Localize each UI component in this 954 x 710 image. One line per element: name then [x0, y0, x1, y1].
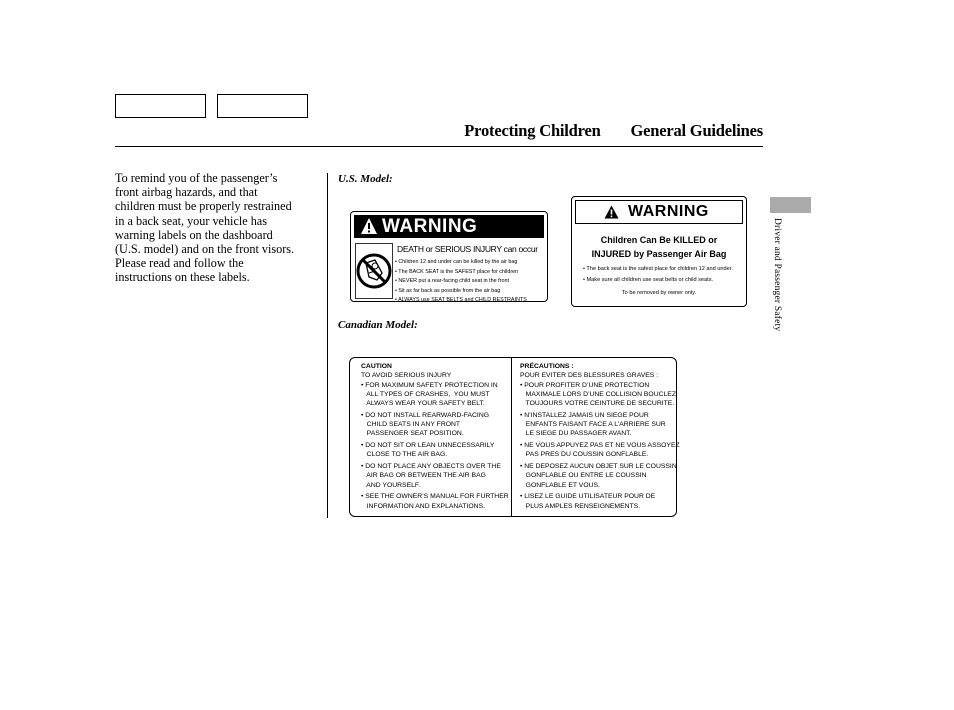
- caution-item-line: • DO NOT SIT OR LEAN UNNECESSARILY: [361, 442, 495, 450]
- intro-line: in a back seat, your vehicle has: [115, 213, 267, 228]
- warning-title: WARNING: [628, 203, 709, 220]
- caution-item-line: • DO NOT INSTALL REARWARD-FACING: [361, 411, 490, 419]
- caution-item: [361, 492, 509, 511]
- intro-line: children must be properly restrained: [115, 199, 292, 214]
- column-divider: [327, 173, 328, 518]
- caution-heading: CAUTION: [361, 363, 392, 370]
- caution-item-line: PLUS AMPLES RENSEIGNEMENTS.: [520, 502, 641, 510]
- section-tab-label: [768, 218, 784, 358]
- caution-item: [520, 462, 680, 490]
- caution-item-line: INFORMATION AND EXPLANATIONS.: [361, 502, 485, 510]
- caution-item-line: ALWAYS WEAR YOUR SAFETY BELT.: [361, 400, 485, 408]
- warning-item: • Children 12 and under can be killed by the air bag: [395, 259, 518, 265]
- section-tab-text: Driver and Passenger Safety: [772, 218, 782, 332]
- intro-line: (U.S. model) and on the front visors.: [115, 242, 295, 257]
- dashboard-warning-label: [350, 211, 548, 302]
- warning-headline-line: INJURED by Passenger Air Bag: [591, 249, 727, 259]
- caution-item-line: • N’INSTALLEZ JAMAIS UN SIEGE POUR: [520, 411, 649, 419]
- caution-item-line: AIR BAG OR BETWEEN THE AIR BAG: [361, 472, 486, 480]
- intro-line: front airbag hazards, and that: [115, 185, 258, 200]
- caution-item-line: CHILD SEATS IN ANY FRONT: [361, 421, 461, 429]
- caution-french-column: [520, 362, 680, 511]
- warning-footer: To be removed by owner only.: [621, 290, 697, 296]
- warning-triangle-icon: [360, 217, 378, 235]
- nav-box-previous[interactable]: [115, 94, 206, 118]
- warning-item: • NEVER put a rear-facing child seat in the front: [395, 278, 509, 285]
- caution-item: [520, 441, 680, 460]
- caution-item: [361, 462, 509, 490]
- warning-headline: [572, 233, 746, 261]
- page-heading: General Guidelines: [630, 121, 763, 140]
- caution-subheading: TO AVOID SERIOUS INJURY: [361, 372, 452, 380]
- warning-title: WARNING: [382, 216, 478, 237]
- caution-item-line: • DO NOT PLACE ANY OBJECTS OVER THE: [361, 463, 501, 471]
- caution-item-line: • SEE THE OWNER’S MANUAL FOR FURTHER: [361, 493, 509, 501]
- caution-item-line: GONFLABLE OU ENTRE LE COUSSIN: [520, 472, 647, 480]
- caution-item-line: MAXIMALE LORS D’UNE COLLISION BOUCLEZ: [520, 390, 676, 398]
- caution-item-line: TOUJOURS VOTRE CEINTURE DE SECURITE.: [520, 400, 675, 408]
- intro-line: warning labels on the dashboard: [115, 227, 273, 242]
- page-title: [464, 121, 763, 141]
- caution-item-line: • LISEZ LE GUIDE UTILISATEUR POUR DE: [520, 493, 656, 501]
- language-divider: [511, 358, 512, 516]
- warning-headline-line: Children Can Be KILLED or: [600, 235, 718, 245]
- warning-item: • ALWAYS use SEAT BELTS and CHILD RESTRAINTS: [395, 297, 527, 304]
- intro-line: Please read and follow the: [115, 256, 244, 271]
- canadian-caution-label: [349, 357, 680, 517]
- caution-english-column: [361, 362, 509, 511]
- caution-item: [361, 441, 509, 460]
- caution-item-line: • POUR PROFITER D’UNE PROTECTION: [520, 381, 650, 389]
- us-model-label: U.S. Model:: [338, 173, 393, 185]
- warning-banner: [575, 200, 743, 224]
- warning-list: [395, 258, 527, 306]
- intro-line: To remind you of the passenger’s: [115, 171, 278, 185]
- caution-item-line: • NE VOUS APPUYEZ PAS ET NE VOUS ASSOYEZ: [520, 442, 680, 450]
- caution-item-line: GONFLABLE ET VOUS.: [520, 481, 600, 489]
- caution-item: [520, 381, 680, 409]
- warning-item: • Make sure all children use seat belts or child seats.: [583, 276, 714, 283]
- warning-triangle-icon: [604, 205, 619, 219]
- warning-item: • The BACK SEAT is the SAFEST place for children: [395, 268, 519, 275]
- no-rear-facing-child-seat-icon: [355, 243, 393, 299]
- caution-item: [520, 492, 680, 511]
- caution-item-line: CLOSE TO THE AIR BAG.: [361, 451, 448, 459]
- caution-subheading: POUR EVITER DES BLESSURES GRAVES :: [520, 372, 659, 380]
- header-rule: [115, 146, 763, 147]
- caution-item-line: LE SIEGE DU PASSAGER AVANT.: [520, 430, 632, 438]
- warning-item: • Sit as far back as possible from the air bag: [395, 287, 501, 294]
- nav-box-contents[interactable]: [217, 94, 308, 118]
- caution-item: [361, 381, 509, 409]
- intro-paragraph: [115, 171, 320, 285]
- warning-list: [583, 264, 733, 285]
- caution-item-line: AND YOURSELF.: [361, 481, 421, 489]
- warning-item: • The back seat is the safest place for children 12 and under.: [583, 266, 733, 272]
- caution-item: [520, 411, 680, 439]
- visor-warning-label: [571, 196, 747, 307]
- canadian-model-label: Canadian Model:: [338, 319, 418, 331]
- section-tab-marker: [770, 197, 811, 213]
- caution-item: [361, 411, 509, 439]
- caution-heading: PRÉCAUTIONS :: [520, 363, 574, 370]
- caution-item-line: ENFANTS FAISANT FACE A L’ARRIERE SUR: [520, 421, 666, 429]
- warning-headline: DEATH or SERIOUS INJURY can occur: [397, 244, 538, 254]
- caution-item-line: • NE DEPOSEZ AUCUN OBJET SUR LE COUSSIN: [520, 463, 677, 471]
- caution-item-line: PAS PRES DU COUSSIN GONFLABLE.: [520, 451, 649, 459]
- caution-item-line: PASSENGER SEAT POSITION.: [361, 430, 464, 438]
- caution-item-line: • FOR MAXIMUM SAFETY PROTECTION IN: [361, 381, 498, 389]
- warning-banner: [354, 215, 544, 238]
- section-title: Protecting Children: [464, 121, 601, 140]
- intro-line: instructions on these labels.: [115, 270, 250, 285]
- caution-item-line: ALL TYPES OF CRASHES, YOU MUST: [361, 390, 490, 398]
